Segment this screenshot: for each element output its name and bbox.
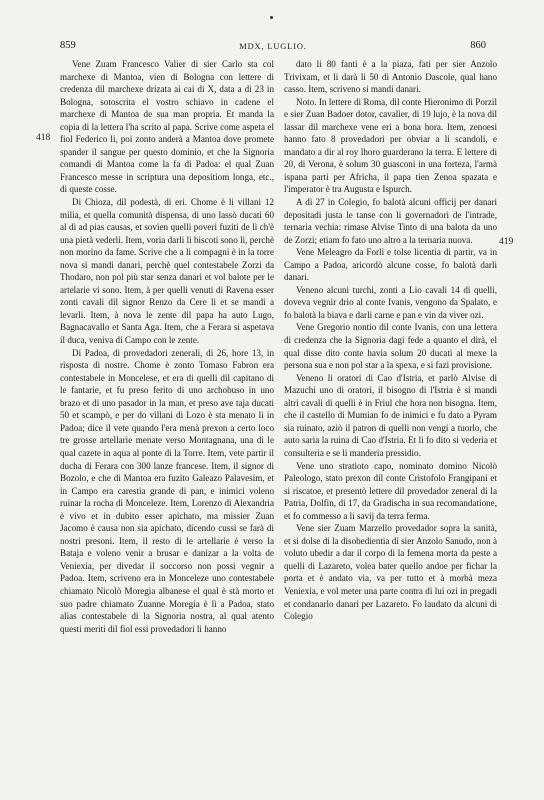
- paragraph: Di Padoa, di provedadori zenerali, di 26, hore 13, in risposta di nostre. Chome è zonto Tomaso Fabron era contestabele in Moncelese, et era di quelli dil capitano di le fantarie, et fu preso ferito di uno archobuso in uno brazo et di uno pasador in la man, et preso ave taja ducati 50 et scampò, e per do villani di Lozo è sta menato lì in Padoa; dice il vete quando l'era menà prexon a certo loco tre grosse artellarie menate verso Montagnana, una di le qual cazete in aqua al ponte di la Torre. Item, vete partir il ducha di Ferara con 300 lanze francese. Item, il signor di Bozolo, e che di Mantoa era fuzito Galeazo Palavesim, et in Campo era carestia grande di pan, e inimici voleno ruinar la rocha di Monceleze. Item, Lorenzo di Alexandria è vivo et in dubito esser apichato, ma missier Zuan Jacomo è causa non sia apichato, dicendo cussì se farà di nostri presoni. Item, il resto di le artellarie è verso la Bataja e voleno venir a brusar e danizar a la volta de Veniexia, per divedar il soccorso non possi vegnir a Padoa. Item, scriveno era in Monceleze uno contestabele chiamato Nicolò Moregia albanese el qual è stà morto et suo padre chiamato Zuanne Moregia è lì a Padoa, stato alias contestabele di la Signoria nostra, al qual atento questi meriti dil fiol essi provedadori li hanno: [60, 347, 274, 634]
- paragraph: A dì 27 in Colegio, fo balotà alcuni officij per danari depositadi justa le tanse con li governadori de l'intrade, ternaria vechia: rimase Alvise Tinto di una balota da uno de Zorzi; etiam fo fato uno altro a la ternaria nuova.: [284, 197, 497, 245]
- paragraph: Di Chioza, dil podestà, di eri. Chome è li villani 12 milia, et quella comunità dispensa, di uno lassò ducati 60 al dì ad pias causas, et sovien quelli poveri fuziti de lì ch'è una pietà vederli. Item, voria darli li biscoti sono lì, perchè non morino da fame. Scrive che a li compagni è in la torre nova si mandi danari, perchè quel contestabele Zorzi da Thodaro, non pol più star senza danari et vol balote per le artelarie vi sono. Item, à per quelli venuti di Ravena esser zonti cavali dil signor Renzo da Cere li et se mandi a levarli. Item, à nova le zente dil papa ha auto Lugo, Bagnacavallo et Santa Aga. Item, che a Ferara si aspetava il duca, veniva di Campo con le zente.: [60, 197, 274, 346]
- running-header: [60, 40, 486, 54]
- paragraph: Vene uno stratioto capo, nominato domino Nicolò Paleologo, stato prexon dil conte Cristofolo Frangipani et si riscatoe, et presentò lettere dil provedador zeneral di la Patria, Dolfin, di 17, da Gradischa in sua recomandatione, et fo commesso a li savij da terra ferma.: [284, 460, 497, 521]
- paragraph: Veneno li oratori di Cao d'Istria, et parlò Alvise di Mazuchi uno di oratori, il bisogno di l'Istria è si mandi altri cavali di quelli è in Friul che hora non bisogna. Item, che il castello di Mumian fo de inimici e fu dato a Pyram sia ruinato, aziò il patron di quelli non vengi a tuorlo, che auto saria la ruina di Cao d'Istria. Et li fo dito si vederia et consulteria e se li manderia pressidio.: [284, 372, 497, 458]
- paragraph: Vene Zuam Francesco Valier di sier Carlo sta col marchexe di Mantoa, vien di Bologna con lettere di credenza dil marchexe drizata ai cai di X, data a dì 23 in Bologna, sotoscrita el vostro schiavo in cadene el marchexe di Mantoa de sua man propria. Et manda la copia di la lettera l'ha scrito al papa. Scrive come aspeta el fiol Federico li, poi zonto anderà a Mantoa dove promete spander il sangue per questo dominio, et che la Signoria comandi di Mantoa come la fa di Padoa: el qual Zuan Francesco messe in scriptura una depositiom longa, etc., di queste cosse.: [60, 59, 274, 195]
- running-title: MDX, LUGLIO.: [239, 41, 307, 51]
- margin-number-left: 418: [36, 133, 51, 143]
- left-page-number: 859: [60, 40, 76, 51]
- left-text-column: [60, 58, 274, 635]
- paragraph: Noto. In lettere di Roma, dil conte Hieronimo di Porzil e sier Zuan Badoer dotor, cavalier, di 19 lujo, è la nova dil lassar dil marchexe vene eri a bona hora. Item, zenoesi hanno fato 8 provedadori per obviar a li scandoli, e mandato a dir al roy lhoro guarderano la terra. E lettere di 20, di Verona, è solum 30 guasconi in una forteza, l'armà ispana parti per Africha, il papa tien Zenoa spazata e l'imperator è tra Augusta e Ispurch.: [284, 96, 497, 195]
- paragraph: Vene sier Zuam Marzello provedador sopra la sanità, et si dolse di la disobedientia di sier Anzolo Sanudo, non à voluto ubedir a dar il corpo di la femena morta da peste a quelli di Lazareto, volea bater quello andoe per fichar la porta et è andato via, va per tutto et à morbà meza Veniexia, e vol meter una parte contra di lui ozi in pregadi et condanarlo danari per Lazareto. Fo laudato da alcuni di Colegio: [284, 523, 497, 622]
- paragraph: Vene Meleagro da Forlì e tolse licentia di partir, va in Campo a Padoa, aricordò alcune cosse, fo balotà darli danari.: [284, 247, 497, 283]
- page-speck: [270, 16, 273, 19]
- margin-number-right: 419: [499, 237, 514, 247]
- right-page-number: 860: [470, 40, 486, 51]
- column-gutter: [278, 58, 279, 778]
- paragraph: dato li 80 fanti è a la piaza, fati per sier Anzolo Trivixam, et li darà li 50 di Antonio Dascole, qual hano casso. Item, scriveno si mandi danari.: [284, 59, 497, 95]
- right-text-column: [284, 58, 497, 623]
- paragraph: Veneno alcuni turchi, zonti a Lio cavali 14 di quelli, doveva vegnir drio al conte Ivanis, vengono da Spalato, e fo balotà la biava e darli carne e pan e vin da viver ozi.: [284, 284, 497, 320]
- paragraph: Vene Gregorio nontio dil conte Ivanis, con una lettera di credenza che la Signoria dagi fede a quanto el dirà, el qual disse dito conte havia solum 20 ducati al mexe la persona sua e non pol star a la spexa, e si fazi provisione.: [284, 322, 497, 371]
